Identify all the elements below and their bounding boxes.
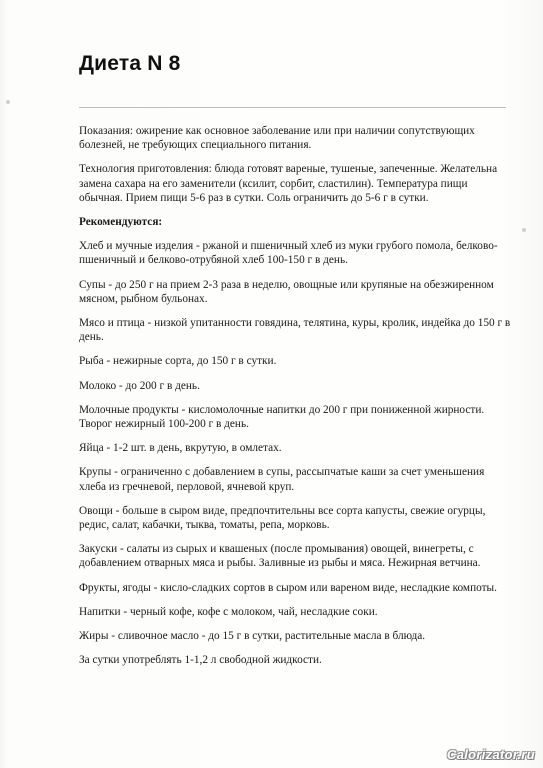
paragraph-vegetables: Овощи - больше в сыром виде, предпочтительны все сорта капусты, свежие огурцы, редис, салат, кабачки, тыква, томаты, репа, морковь. (79, 504, 486, 532)
paragraph-indications: Показания: ожирение как основное заболевание или при наличии сопутствующих болезней, не требующих специального питания. (79, 125, 475, 152)
scan-speck (6, 100, 10, 104)
paragraph-soups: Супы - до 250 г на прием 2-3 раза в неделю, овощные или крупяные на обезжиренном мясном, рыбном бульонах. (79, 278, 494, 305)
paragraph-fish: Рыба - нежирные сорта, до 150 г в сутки. (79, 355, 277, 368)
section-heading-recommended: Рекомендуются: (79, 216, 163, 229)
paragraph-eggs: Яйца - 1-2 шт. в день, вкрутую, в омлетах. (79, 442, 282, 455)
paragraph-liquid: За сутки употреблять 1-1,2 л свободной жидкости. (79, 654, 322, 667)
paragraph-drinks: Напитки - черный кофе, кофе с молоком, чай, несладкие соки. (79, 605, 378, 618)
paragraph-technology: Технология приготовления: блюда готовят вареные, тушеные, запеченные. Желательна замена сахара на его заменители (ксилит, сорбит, сластилин). Температура пищи обычная. Прием пищи 5-6 раз в сутки. Соль ограничить до 5-6 г в сутки. (79, 163, 498, 204)
paragraph-bread: Хлеб и мучные изделия - ржаной и пшеничный хлеб из муки грубого помола, белково-пшеничный и белково-отрубяной хлеб 100-150 г в день. (79, 240, 498, 267)
paragraph-snacks: Закуски - салаты из сырых и квашеных (после промывания) овощей, винегреты, с добавлением отварных мяса и рыбы. Заливные из рыбы и мяса. Нежирная ветчина. (79, 543, 481, 570)
paragraph-fats: Жиры - сливочное масло - до 15 г в сутки, растительные масла в блюда. (79, 630, 426, 643)
paragraph-dairy: Молочные продукты - кисломолочные напитки до 200 г при пониженной жирности. Творог нежирный 100-200 г в день. (79, 403, 485, 431)
paragraph-fruits: Фрукты, ягоды - кисло-сладких сортов в сыром или вареном виде, несладкие компоты. (79, 581, 497, 594)
watermark-logo: Calorizator.ru (447, 747, 535, 762)
paragraph-cereals: Крупы - ограниченно с добавлением в супы, рассыпчатые каши за счет уменьшения хлеба из гречневой, перловой, ячневой круп. (79, 466, 485, 493)
paragraph-milk: Молоко - до 200 г в день. (79, 379, 200, 392)
title-divider (79, 107, 506, 108)
document-body (79, 124, 511, 677)
scan-speck (522, 228, 526, 232)
page-title: Диета N 8 (79, 52, 181, 75)
paragraph-meat: Мясо и птица - низкой упитанности говядина, телятина, куры, кролик, индейка до 150 г в день. (79, 317, 511, 344)
